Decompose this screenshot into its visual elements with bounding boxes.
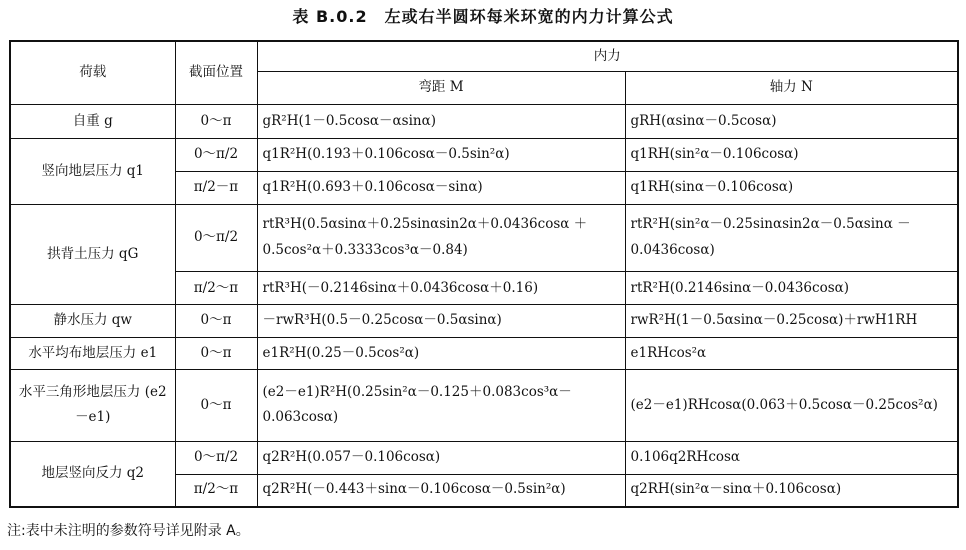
load-name: 拱背土压力 qG [10,204,175,305]
table-row [10,138,958,171]
load-name: 静水压力 qw [10,305,175,338]
table-title: 表 B.0.2 左或右半圆环每米环宽的内力计算公式 [292,7,674,26]
moment-formula: q2R²H(－0.443＋sinα－0.106cosα－0.5sin²α) [257,474,625,507]
moment-formula: (e2－e1)R²H(0.25sin²α－0.125＋0.083cos³α－ 0.063cosα) [257,369,625,441]
header-position: 截面位置 [175,41,257,105]
section-position: 0～π/2 [175,204,257,272]
moment-formula: rtR³H(0.5αsinα＋0.25sinαsin2α＋0.0436cosα ＋0.5cos²α＋0.3333cos³α－0.84) [257,204,625,272]
table-row [10,369,958,441]
axial-formula: rtR²H(0.2146sinα－0.0436cosα) [625,272,958,305]
moment-formula: －rwR³H(0.5－0.25cosα－0.5αsinα) [257,305,625,338]
moment-formula: rtR³H(－0.2146sinα＋0.0436cosα＋0.16) [257,272,625,305]
section-position: π/2～π [175,272,257,305]
axial-formula: q1RH(sin²α－0.106cosα) [625,138,958,171]
moment-formula: q2R²H(0.057－0.106cosα) [257,441,625,474]
section-position: 0～π/2 [175,441,257,474]
table-row [10,204,958,272]
load-name: 竖向地层压力 q1 [10,138,175,204]
table-row [10,338,958,370]
header-load: 荷载 [10,41,175,105]
table-row [10,305,958,338]
load-name: 自重 g [10,105,175,139]
header-internal-force: 内力 [257,41,958,72]
section-position: π/2－π [175,171,257,204]
section-position: 0～π [175,338,257,370]
header-moment: 弯距 M [257,72,625,105]
axial-formula: rwR²H(1－0.5αsinα－0.25cosα)＋rwH1RH [625,305,958,338]
moment-formula: q1R²H(0.693＋0.106cosα－sinα) [257,171,625,204]
table-row [10,105,958,139]
moment-formula: e1R²H(0.25－0.5cos²α) [257,338,625,370]
footnote: 注:表中未注明的参数符号详见附录 A。 [7,523,250,539]
section-position: 0～π/2 [175,138,257,171]
axial-formula: rtR²H(sin²α－0.25sinαsin2α－0.5αsinα －0.0436cosα) [625,204,958,272]
section-position: π/2～π [175,474,257,507]
load-name: 水平均布地层压力 e1 [10,338,175,370]
axial-formula: e1RHcos²α [625,338,958,370]
axial-formula: 0.106q2RHcosα [625,441,958,474]
moment-formula: gR²H(1－0.5cosα－αsinα) [257,105,625,139]
moment-formula: q1R²H(0.193＋0.106cosα－0.5sin²α) [257,138,625,171]
header-axial: 轴力 N [625,72,958,105]
formula-table [9,40,959,508]
axial-formula: gRH(αsinα－0.5cosα) [625,105,958,139]
axial-formula: q2RH(sin²α－sinα＋0.106cosα) [625,474,958,507]
load-name: 地层竖向反力 q2 [10,441,175,507]
axial-formula: q1RH(sinα－0.106cosα) [625,171,958,204]
load-name: 水平三角形地层压力 (e2－e1) [10,369,175,441]
section-position: 0～π [175,369,257,441]
section-position: 0～π [175,305,257,338]
axial-formula: (e2－e1)RHcosα(0.063＋0.5cosα－0.25cos²α) [625,369,958,441]
section-position: 0～π [175,105,257,139]
table-row [10,441,958,474]
